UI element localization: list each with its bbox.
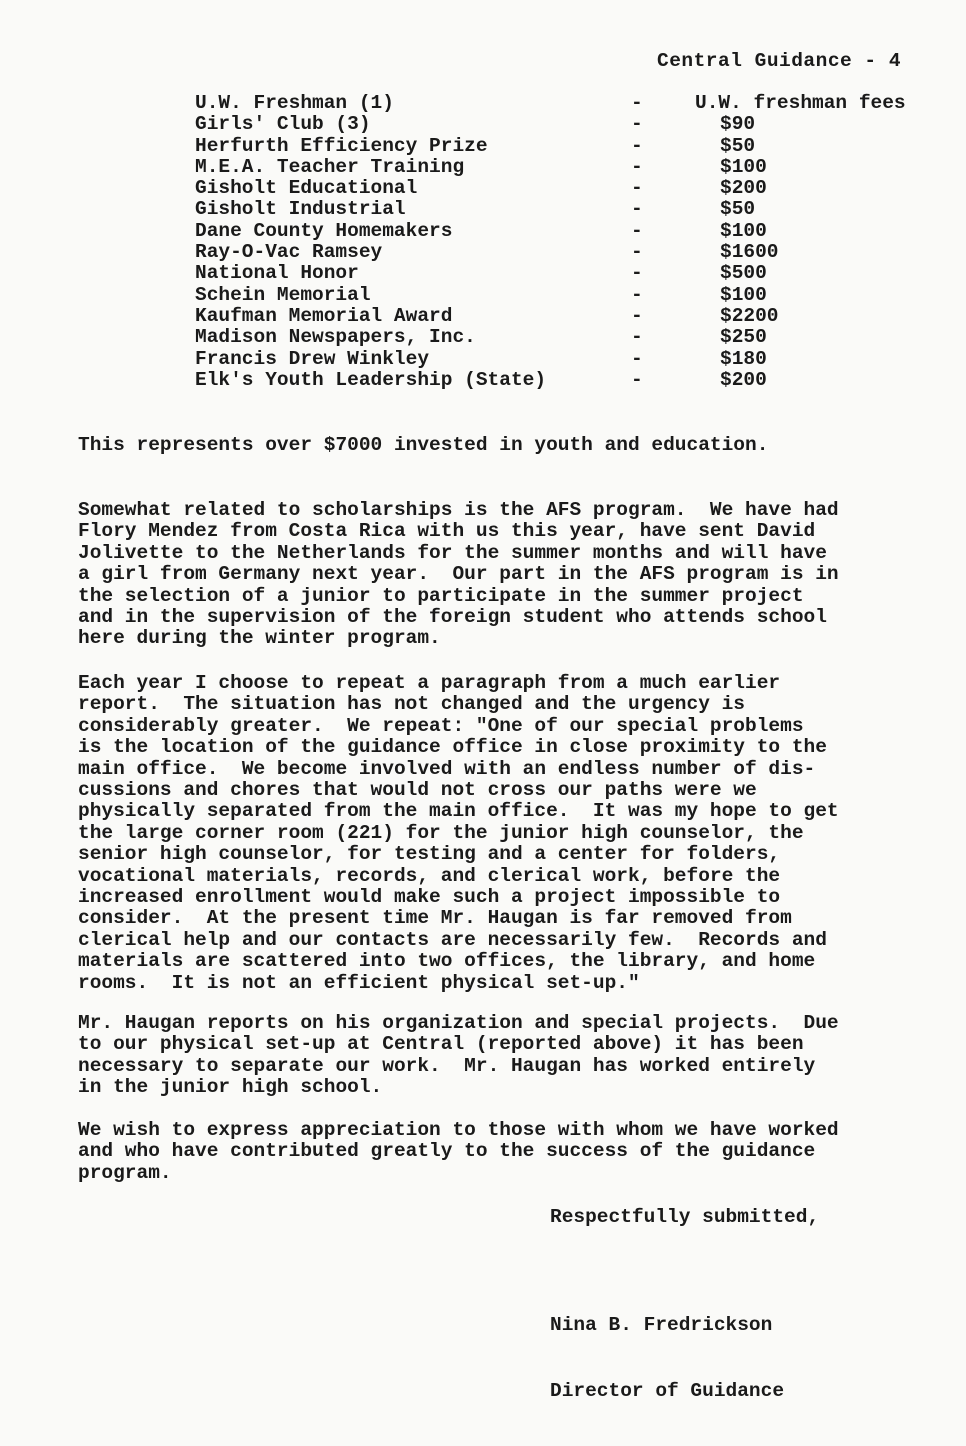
scholarship-amount: $2200 bbox=[720, 304, 779, 327]
paragraph-guidance-office: Each year I choose to repeat a paragraph from a much earlier report. The situation has not changed and the urgency is considerably greater. We repeat: "One of our special problems is the location of the guidance office in close proximity to the main office. We become involved with an endless number of dis- cussions and chores that would not cross our paths were we physically separated from the main office. It was my hope to get the large corner room (221) for the junior high counselor, the senior high counselor, for testing and a center for folders, vocational materials, records, and clerical work, before the increased enrollment would make such a project impossible to consider. At the present time Mr. Haugan is far removed from clerical help and our contacts are necessarily few. Records and materials are scattered into two offices, the library, and home rooms. It is not an efficient physical set-up." bbox=[78, 672, 839, 994]
scholarship-row bbox=[195, 349, 945, 370]
scholarship-name: Gisholt Educational bbox=[195, 177, 418, 200]
scholarship-name: U.W. Freshman (1) bbox=[195, 92, 394, 114]
scholarship-dash: - bbox=[631, 262, 643, 285]
scholarship-name: Schein Memorial bbox=[195, 283, 371, 306]
scholarship-amount: $250 bbox=[720, 326, 767, 349]
scholarship-amount: $200 bbox=[720, 368, 767, 391]
scholarship-name: Dane County Homemakers bbox=[195, 219, 453, 242]
signature-name: Nina B. Fredrickson bbox=[550, 1314, 773, 1336]
signature-block bbox=[550, 1270, 784, 1446]
scholarship-dash: - bbox=[631, 177, 643, 200]
scholarship-dash: - bbox=[631, 304, 643, 327]
paragraph-afs-program: Somewhat related to scholarships is the AFS program. We have had Flory Mendez from Costa Rica with us this year, have sent David Jolivette to the Netherlands for the summer months and will have a girl from Germany next year. Our part in the AFS program is in the selection of a junior to participate in the summer project and in the supervision of the foreign student who attends school here during the winter program. bbox=[78, 499, 839, 650]
paragraph-haugan-report: Mr. Haugan reports on his organization and special projects. Due to our physical set-up at Central (reported above) it has been necessary to separate our work. Mr. Haugan has worked entirely in the junior high school. bbox=[78, 1012, 839, 1099]
scholarship-name: Elk's Youth Leadership (State) bbox=[195, 368, 547, 391]
scholarship-amount: $90 bbox=[720, 113, 756, 136]
scholarship-name: Ray-O-Vac Ramsey bbox=[195, 241, 383, 264]
scholarship-amount: $1600 bbox=[720, 241, 779, 264]
scholarship-dash: - bbox=[631, 241, 643, 264]
scholarship-dash: - bbox=[631, 198, 643, 221]
scholarship-name: M.E.A. Teacher Training bbox=[195, 155, 465, 178]
scholarship-name: Madison Newspapers, Inc. bbox=[195, 326, 476, 349]
scholarship-amount: $50 bbox=[720, 134, 756, 157]
scholarship-amount: $180 bbox=[720, 347, 767, 370]
scholarship-dash: - bbox=[631, 113, 643, 136]
scholarship-name: National Honor bbox=[195, 262, 359, 285]
scholarship-dash: - bbox=[631, 155, 643, 178]
scholarship-row bbox=[195, 285, 945, 306]
scholarship-dash: - bbox=[631, 92, 643, 114]
paragraph-appreciation: We wish to express appreciation to those with whom we have worked and who have contributed greatly to the success of the guidance program. bbox=[78, 1119, 839, 1184]
scholarship-name: Girls' Club (3) bbox=[195, 113, 371, 136]
page-header: Central Guidance - 4 bbox=[657, 50, 902, 72]
scholarship-amount: $100 bbox=[720, 219, 767, 242]
scholarship-list bbox=[195, 93, 945, 391]
scholarship-row bbox=[195, 178, 945, 199]
scholarship-dash: - bbox=[631, 219, 643, 242]
summary-line: This represents over $7000 invested in youth and education. bbox=[78, 434, 769, 456]
scholarship-amount: U.W. freshman fees bbox=[695, 92, 906, 114]
scholarship-dash: - bbox=[631, 134, 643, 157]
scholarship-dash: - bbox=[631, 368, 643, 391]
scholarship-row bbox=[195, 242, 945, 263]
scholarship-dash: - bbox=[631, 283, 643, 306]
scholarship-amount: $100 bbox=[720, 283, 767, 306]
scholarship-dash: - bbox=[631, 326, 643, 349]
scholarship-row bbox=[195, 221, 945, 242]
scholarship-amount: $50 bbox=[720, 198, 756, 221]
scholarship-name: Herfurth Efficiency Prize bbox=[195, 134, 488, 157]
signature-title: Director of Guidance bbox=[550, 1380, 785, 1402]
scholarship-row bbox=[195, 93, 945, 114]
scholarship-amount: $100 bbox=[720, 155, 767, 178]
scholarship-row bbox=[195, 327, 945, 348]
scholarship-amount: $500 bbox=[720, 262, 767, 285]
scholarship-dash: - bbox=[631, 347, 643, 370]
closing-salutation: Respectfully submitted, bbox=[550, 1206, 820, 1228]
scholarship-row bbox=[195, 157, 945, 178]
scholarship-row bbox=[195, 199, 945, 220]
scholarship-row bbox=[195, 114, 945, 135]
scholarship-row bbox=[195, 263, 945, 284]
scholarship-name: Gisholt Industrial bbox=[195, 198, 406, 221]
scholarship-row bbox=[195, 306, 945, 327]
scholarship-name: Francis Drew Winkley bbox=[195, 347, 430, 370]
scholarship-amount: $200 bbox=[720, 177, 767, 200]
scholarship-row bbox=[195, 370, 945, 391]
scholarship-row bbox=[195, 136, 945, 157]
scholarship-name: Kaufman Memorial Award bbox=[195, 304, 453, 327]
